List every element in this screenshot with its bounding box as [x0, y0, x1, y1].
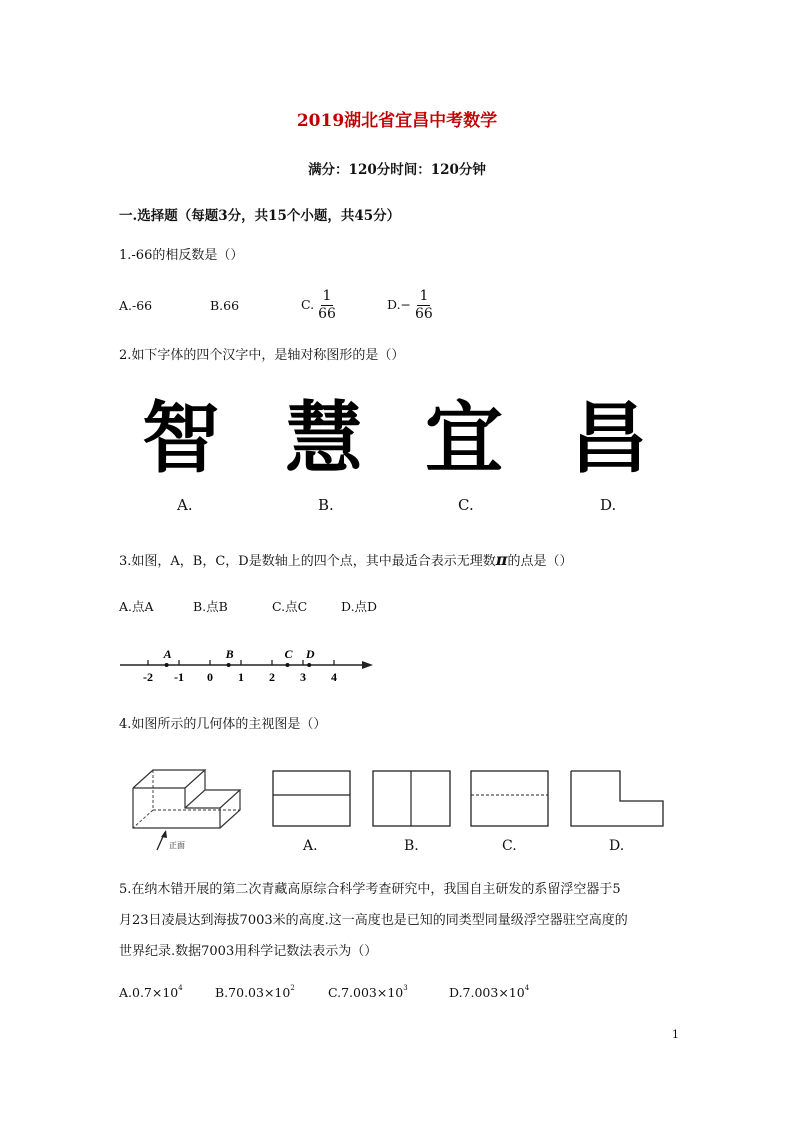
- number-line-arrow: [362, 661, 373, 669]
- solid-front-face: [133, 788, 220, 828]
- q2-label-c: C.: [458, 496, 474, 514]
- q5-option-d-exp: 4: [524, 984, 530, 992]
- q2-char-c: 宜: [425, 394, 504, 484]
- q4-stem: 4.如图所示的几何体的主视图是（）: [119, 717, 327, 732]
- q5-option-a-exp: 4: [178, 984, 183, 992]
- q4-view-c: [470, 770, 550, 828]
- q1-option-a: A.-66: [119, 298, 153, 313]
- q1-option-c-numerator: 1: [322, 288, 332, 304]
- q5-option-d-base: D.7.003×10: [449, 985, 525, 1000]
- q5-option-b-exp: 2: [290, 984, 295, 992]
- q2-char-a: 智: [142, 394, 221, 484]
- q5-option-b-base: B.70.03×10: [215, 985, 291, 1000]
- q1-option-c-fraction: [318, 288, 336, 323]
- q1-option-d-fraction: [415, 288, 433, 323]
- q1-option-d-prefix: D.−: [387, 297, 412, 312]
- solid-low-side: [220, 790, 240, 828]
- q2-label-b: B.: [318, 496, 334, 514]
- q5-option-b: [215, 985, 295, 1000]
- solid-tall-side: [185, 770, 205, 808]
- number-line-diagram: [115, 640, 380, 688]
- q5-option-c-base: C.7.003×10: [328, 985, 404, 1000]
- q3-option-a: A.点A: [119, 599, 154, 614]
- q4-label-d: D.: [609, 838, 625, 854]
- number-line-point: [307, 663, 311, 667]
- q5-option-c: [328, 985, 408, 1000]
- exam-title: 2019湖北省宜昌中考数学: [296, 111, 498, 131]
- q4-label-a: A.: [303, 838, 318, 854]
- q3-stem-pre: 3.如图，A，B，C，D是数轴上的四个点，其中最适合表示无理数: [119, 554, 496, 569]
- number-line-point-label: A: [163, 647, 172, 661]
- q4-view-b: [372, 770, 452, 828]
- q2-label-d: D.: [600, 496, 617, 514]
- page-number: 1: [672, 1028, 679, 1041]
- number-line-tick-label: -2: [143, 670, 153, 684]
- q1-option-c-prefix: C.: [301, 297, 315, 312]
- number-line-point: [227, 663, 231, 667]
- q5-line-2: 月23日凌晨达到海拔7003米的高度.这一高度也是已知的同类型同量级浮空器驻空高度的: [119, 913, 628, 928]
- q2-char-d: 昌: [570, 394, 649, 484]
- q4-label-c: C.: [502, 838, 517, 854]
- q4-view-d: [570, 770, 666, 828]
- number-line-point: [286, 663, 290, 667]
- q1-option-d-denominator: 66: [415, 306, 433, 322]
- q2-stem: 2.如下字体的四个汉字中，是轴对称图形的是（）: [119, 348, 405, 363]
- number-line-tick-label: 0: [207, 670, 213, 684]
- q2-char-b: 慧: [285, 394, 364, 484]
- q3-option-b: B.点B: [193, 599, 228, 614]
- number-line-tick-label: 2: [269, 670, 275, 684]
- q4-label-b: B.: [404, 838, 419, 854]
- solid-top-face: [133, 770, 205, 788]
- q5-option-a-base: A.0.7×10: [119, 985, 179, 1000]
- q4-view-a: [272, 770, 352, 828]
- number-line-point-label: B: [225, 647, 234, 661]
- q5-option-a: [119, 985, 183, 1000]
- q2-label-a: A.: [177, 496, 193, 514]
- q1-option-d-numerator: 1: [419, 288, 429, 304]
- q5-line-1: 5.在纳木错开展的第二次青藏高原综合科学考查研究中，我国自主研发的系留浮空器于5: [119, 882, 621, 897]
- q1-option-b: B.66: [210, 298, 240, 313]
- number-line-point: [165, 663, 169, 667]
- q5-option-c-exp: 3: [403, 984, 408, 992]
- number-line-tick-label: 4: [331, 670, 337, 684]
- front-arrow-head: [161, 830, 167, 838]
- number-line-point-label: C: [284, 647, 293, 661]
- q3-option-c: C.点C: [272, 599, 308, 614]
- solid-low-top: [205, 790, 240, 808]
- exam-subtitle: 满分：120分时间：120分钟: [308, 162, 486, 178]
- number-line-point-label: D: [305, 647, 315, 661]
- q1-stem: 1.-66的相反数是（）: [119, 248, 244, 263]
- q5-option-d: [449, 985, 529, 1000]
- number-line-tick-label: 3: [300, 670, 306, 684]
- front-label: 正面: [169, 841, 185, 850]
- q3-stem-post: 的点是（）: [507, 554, 573, 569]
- q1-option-c-denominator: 66: [318, 306, 336, 322]
- q3-option-d: D.点D: [341, 599, 378, 614]
- q3-stem: [119, 551, 572, 571]
- pi-symbol: π: [495, 550, 508, 569]
- q1-option-c: [301, 288, 336, 323]
- number-line-tick-label: -1: [174, 670, 184, 684]
- section-heading: 一.选择题（每题3分，共15个小题，共45分）: [119, 208, 401, 224]
- q5-line-3: 世界纪录.数据7003用科学记数法表示为（）: [119, 944, 378, 959]
- q1-option-d: [387, 288, 433, 323]
- solid-figure-diagram: [125, 758, 245, 854]
- number-line-tick-label: 1: [238, 670, 244, 684]
